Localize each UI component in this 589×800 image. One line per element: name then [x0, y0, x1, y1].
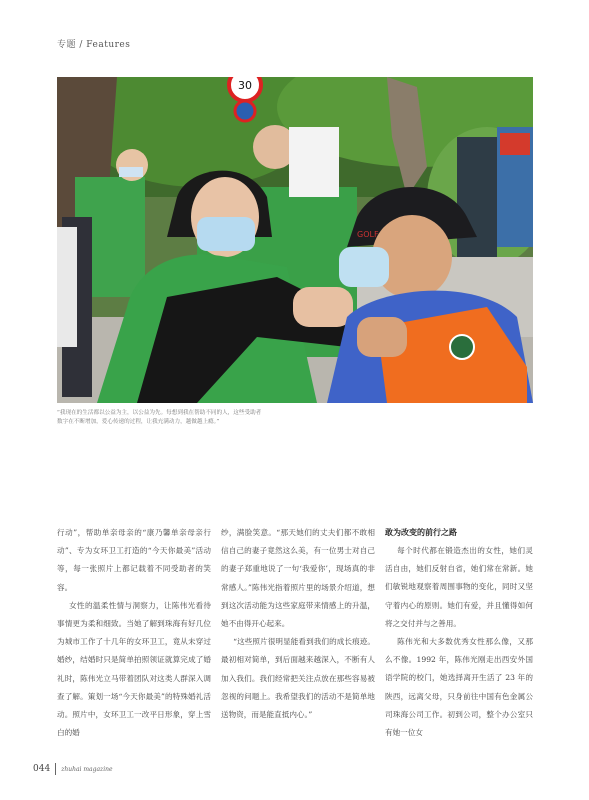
caption-line-1: “我现在的生活都以公益为主，以公益为先。每想到我在帮助不同的人，这些受助者 [57, 410, 262, 416]
paragraph: 每个时代都在锻造杰出的女性，她们灵活自由，她们反射自省，她们常在常新。她们敏锐地观察着周围事物的变化，同时又坚守着内心的原则。她们有爱，并且懂得如何将之交付并与之善用。 [385, 546, 533, 628]
paragraph: 纱，满脸笑意。“那天她们的丈夫们都不敢相信自己的妻子竟然这么美，有一位男士对自己的妻子郑重地说了一句‘我爱你’，现场真的非常感人。”陈伟光指着照片里的场景介绍道，想到这次活动能为这些家庭带来情感上的升温，她不由得开心起来。 [221, 528, 375, 629]
cap-logo-text: GOLF [357, 230, 379, 239]
page-footer [33, 762, 113, 776]
article-column-2 [221, 524, 375, 724]
photo-caption [57, 409, 357, 427]
speed-sign-text: 30 [238, 79, 252, 92]
paragraph: 陈伟光和大多数优秀女性那么像，又那么不像。1992 年，陈伟光刚走出西安外国语学院的校门，她选择离开生活了 23 年的陕西，远离父母，只身前往中国有色金属公司珠海公司工作。初到公司，整个办公室只有她一位女 [385, 637, 533, 738]
section-label: 专题 / Features [57, 40, 131, 50]
magazine-name: zhuhai magazine [61, 765, 113, 773]
article-column-1 [57, 524, 211, 742]
paragraph: 行动”，帮助单亲母亲的“康乃馨单亲母亲行动”、专为女环卫工打造的“今天你最美”活动等，每一张照片上都记载着不同受助者的笑容。 [57, 528, 211, 592]
paragraph: “这些照片很明显能看到我们的成长痕迹。最初相对简单，到后面越来越深入，不断有人加入我们。我们经常把关注点放在那些容易被忽视的问题上。我希望我们的活动不是简单地送物资，而是能直抵内心。” [221, 637, 375, 720]
footer-divider [55, 763, 56, 775]
caption-line-2: 数字在不断增加，爱心传递的过程，让我充满动力，越做越上瘾。” [57, 419, 220, 425]
page-number: 044 [33, 764, 51, 774]
article-column-3 [385, 524, 533, 742]
section-heading: 敢为改变的前行之路 [385, 528, 457, 537]
feature-photo [57, 77, 533, 403]
paragraph: 女性的温柔性情与洞察力，让陈伟光看待事情更为柔和细致。当她了解到珠海有好几位为城市工作了十几年的女环卫工，竟从未穿过婚纱，结婚时只是简单拍照领证就算完成了婚礼时，陈伟光立马带着团队对这类人群深入调查了解。策划一场“今天你最美”的特殊婚礼活动。照片中，女环卫工一改平日形象，穿上雪白的婚 [57, 600, 211, 738]
